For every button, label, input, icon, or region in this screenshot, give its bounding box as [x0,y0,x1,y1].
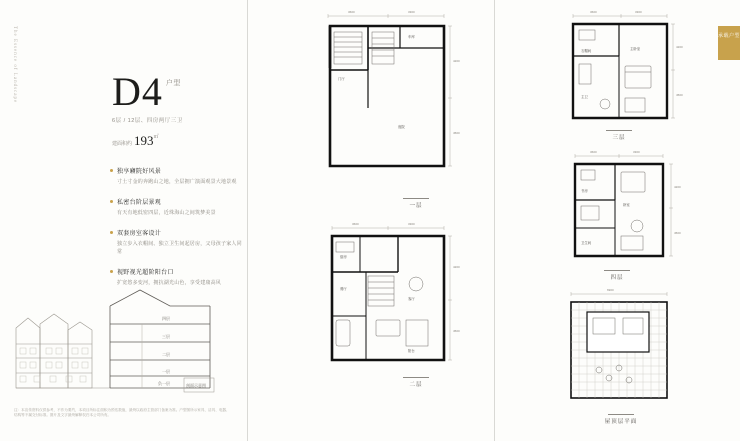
svg-text:客厅: 客厅 [408,297,415,301]
feature-title-row [110,267,242,276]
svg-text:剖面示意图: 剖面示意图 [186,383,206,388]
svg-text:主卫: 主卫 [581,95,588,99]
svg-text:3300: 3300 [633,150,640,154]
unit-type-title: D4 [112,69,163,114]
floor-plan-3 [495,8,740,130]
plan-column-middle [248,0,494,441]
svg-text:4200: 4200 [453,265,460,269]
feature-desc: 独立步入衣帽间、独立卫生间起居房，父母孩子家人同常 [117,241,242,255]
svg-text:3300: 3300 [408,10,415,14]
svg-text:车库: 车库 [408,35,415,39]
plan-caption-floor-3: 三层 [599,130,639,141]
svg-text:4500: 4500 [674,231,681,235]
area-unit: ㎡ [153,134,159,140]
svg-text:4200: 4200 [676,45,683,49]
side-vertical-text: The Essence of Landscape [12,26,17,104]
svg-text:4500: 4500 [676,93,683,97]
feature-title: 私密台阶层景观 [117,200,162,206]
floor-plan-1 [248,8,494,198]
feature-title-row [110,166,242,175]
svg-text:阳台: 阳台 [408,349,415,353]
unit-type-subtitle: 6层 / 12层、四房两厅三卫 [112,118,183,124]
svg-text:4500: 4500 [453,131,460,135]
svg-text:卧室: 卧室 [623,203,630,207]
svg-text:3300: 3300 [408,222,415,226]
svg-text:庭院: 庭院 [398,125,405,129]
svg-text:餐厅: 餐厅 [340,287,347,291]
plan-caption-floor-2: 二层 [396,377,436,388]
svg-text:3600: 3600 [352,222,359,226]
floor-plan-4 [495,148,740,270]
section-illustration [14,284,229,404]
feature-list [110,166,242,298]
plan-caption-floor-1: 一层 [396,198,436,209]
svg-text:主卧室: 主卧室 [630,47,641,51]
feature-desc: 寸土寸金的奔跑山之地，全层拥广演面观景大地景观 [117,179,237,185]
feature-item [110,197,242,217]
bullet-icon [110,169,113,172]
svg-text:一层: 一层 [162,369,170,374]
svg-text:4200: 4200 [453,59,460,63]
feature-title-row [110,228,242,237]
area-label: 建面积约 [112,141,133,147]
svg-text:书房: 书房 [581,189,588,193]
svg-text:3300: 3300 [635,10,642,14]
feature-title: 独享廭院好风景 [117,169,162,175]
svg-text:负一层: 负一层 [158,381,170,386]
svg-text:6900: 6900 [607,288,614,292]
bullet-icon [110,200,113,203]
feature-desc: 有天有地低密四层，近珠海山之间筑梦美景 [117,210,216,216]
plan-caption-floor-4: 四层 [597,270,637,281]
feature-title: 双套房室客设计 [117,231,162,237]
svg-text:二层: 二层 [162,352,170,357]
bullet-icon [110,231,113,234]
svg-text:门厅: 门厅 [338,77,345,81]
page-title [112,69,183,124]
svg-text:4200: 4200 [674,185,681,189]
unit-type-sup: 户型 [165,80,181,87]
area-value: 193 [134,133,154,148]
area-line [112,133,159,149]
svg-text:衣帽间: 衣帽间 [581,49,592,53]
floor-plan-2 [248,220,494,380]
svg-text:卫生间: 卫生间 [581,241,592,245]
svg-text:厨房: 厨房 [340,255,347,259]
svg-text:3600: 3600 [590,10,597,14]
feature-item [110,166,242,186]
feature-title: 视野视光超阶阳台口 [117,270,174,276]
svg-text:三层: 三层 [162,334,170,339]
feature-title-row [110,197,242,206]
svg-text:3600: 3600 [590,150,597,154]
bullet-icon [110,270,113,273]
plan-column-right [495,0,740,441]
feature-item [110,228,242,256]
roof-plan [495,288,740,418]
footnote: 注：本宣传资料仅供参考，不作为要约，本项目所标注面积为预估数值，最终以政府主管部门备案为准。户型图所示家具、洁具、电器、结构等不属交付标准。图片及文字最终解释权归本公司所有。 [14,408,230,418]
svg-text:3600: 3600 [348,10,355,14]
info-column [0,0,247,441]
plan-caption-roof: 屋顶层平面 [591,414,651,425]
unit-type-tab: 承载户型 [718,26,740,60]
feature-desc: 扩宽悠多变河，拥抗湖光山色，享受建康高风 [117,280,222,286]
svg-text:4500: 4500 [453,329,460,333]
svg-text:四层: 四层 [162,316,170,321]
